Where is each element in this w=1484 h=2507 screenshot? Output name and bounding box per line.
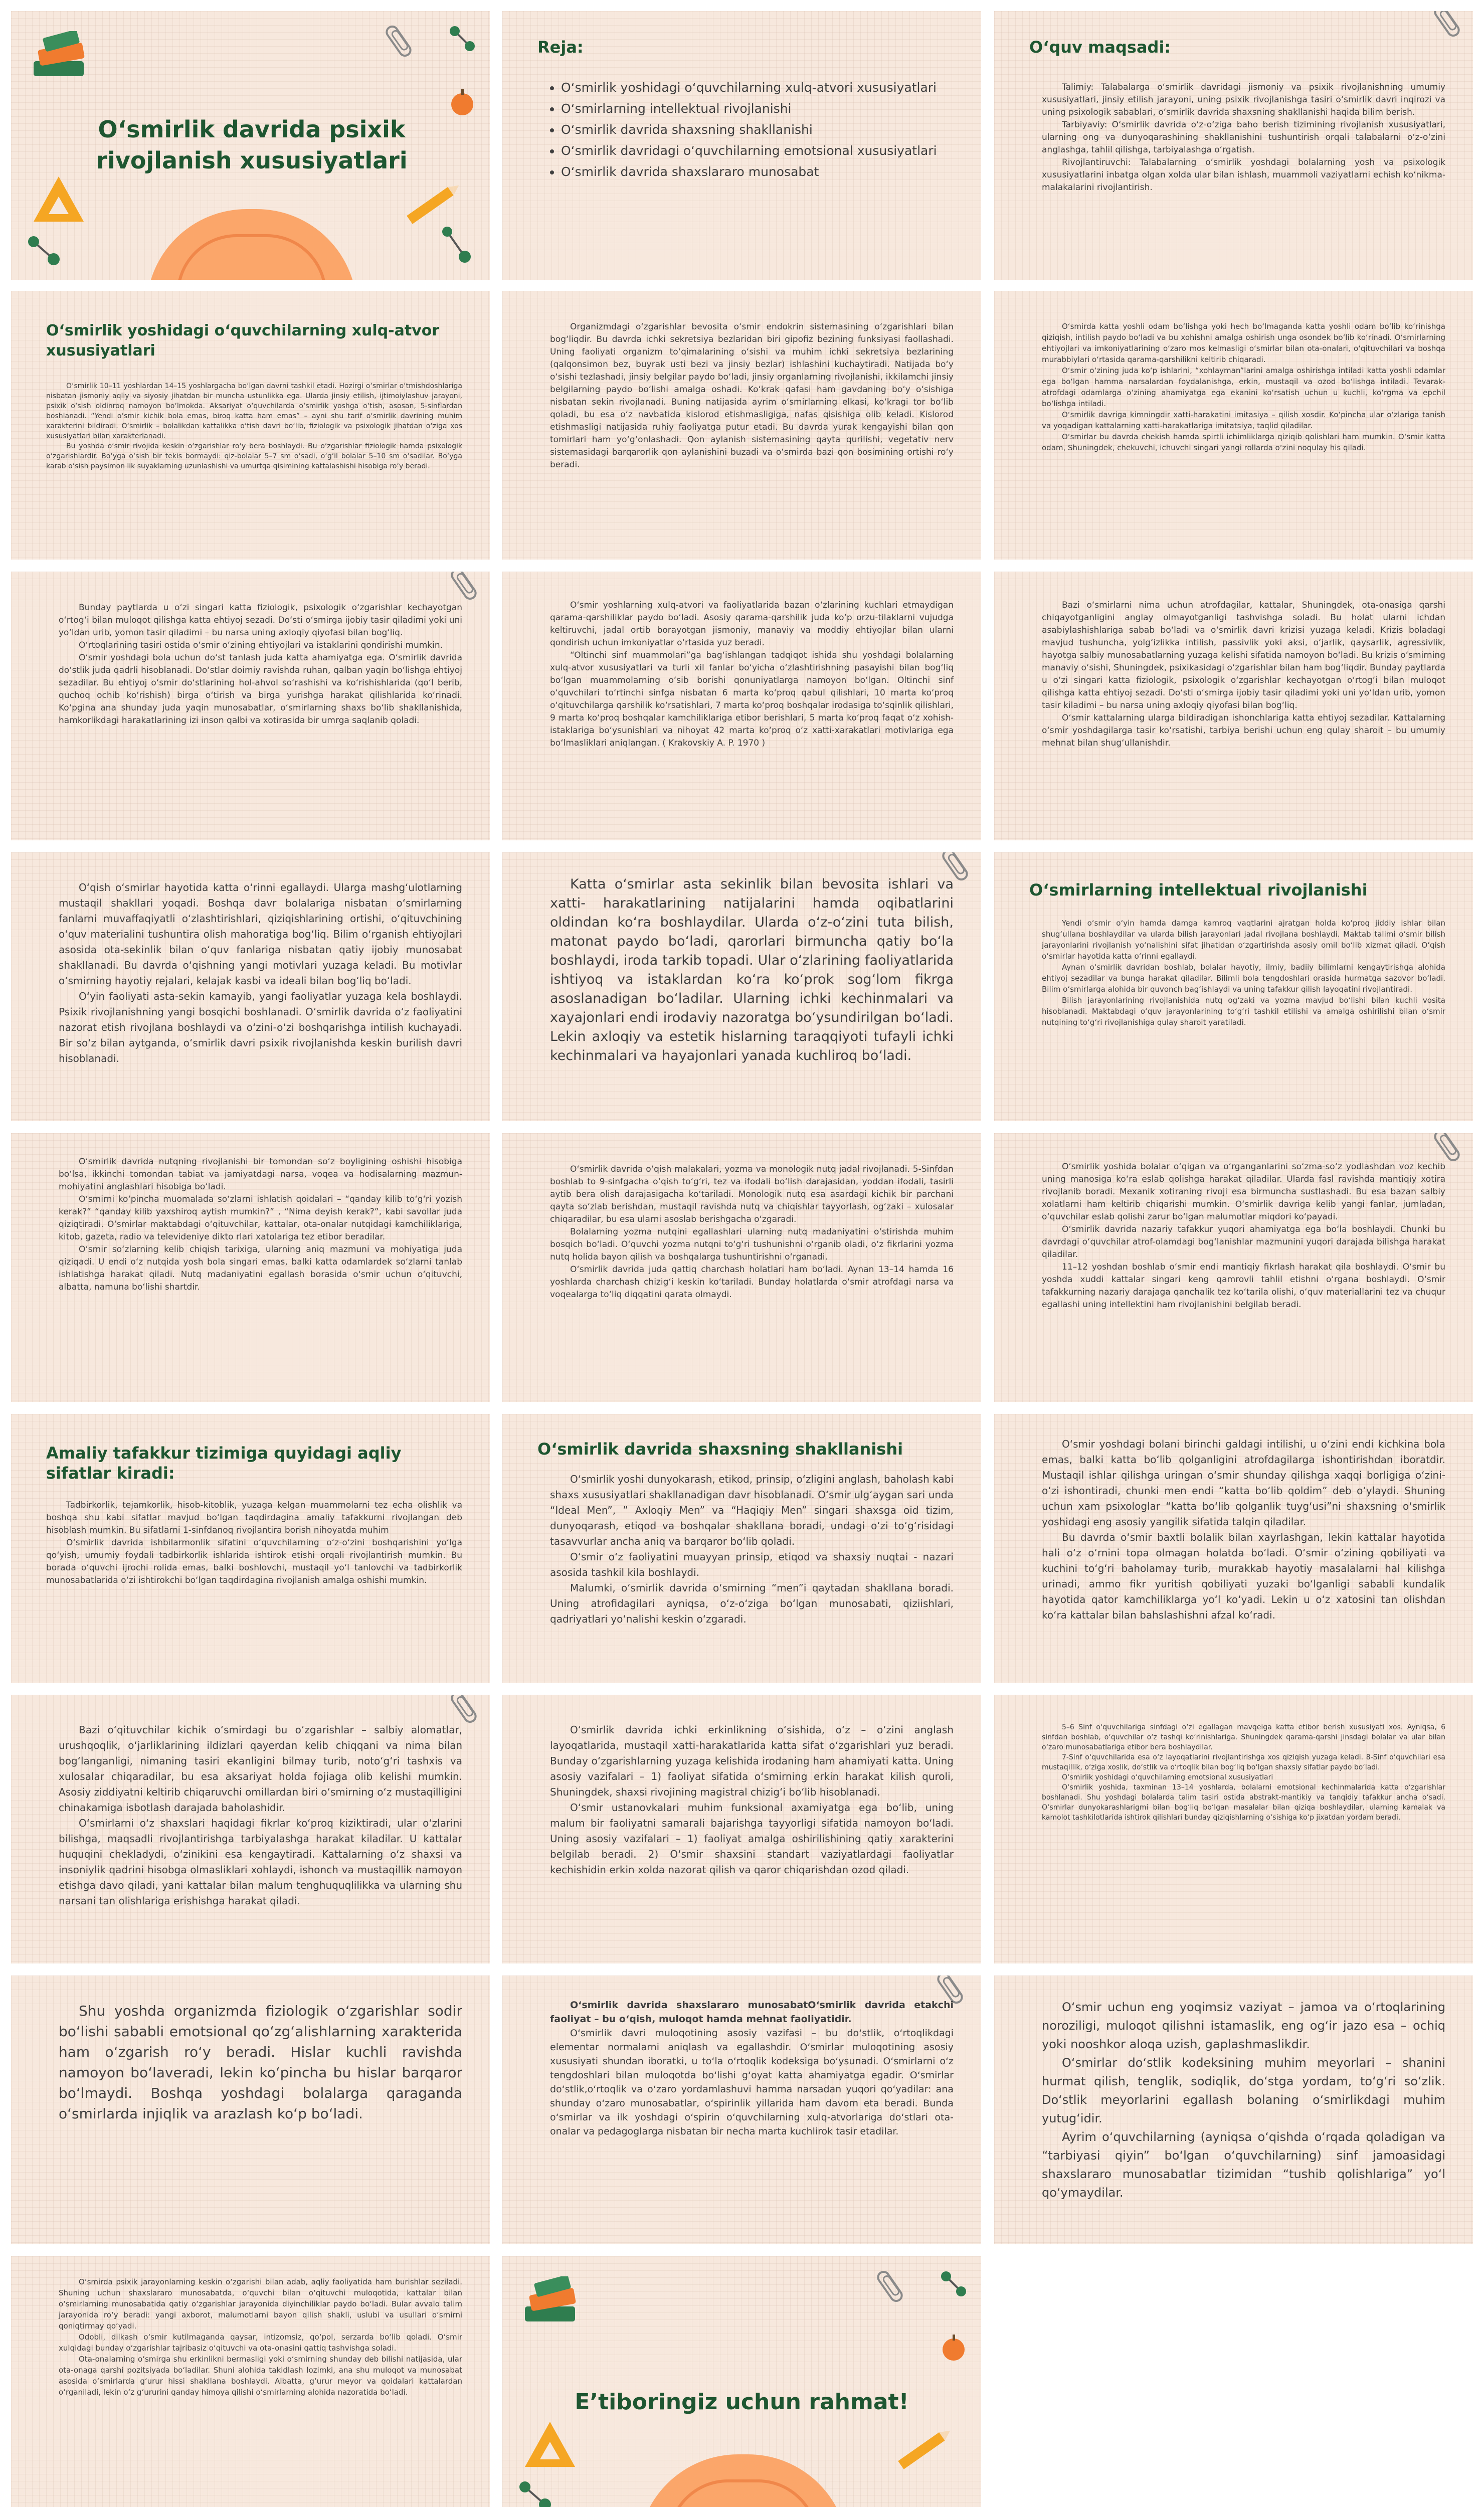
slide-text — [1042, 1161, 1445, 1311]
slide-text — [550, 875, 954, 1065]
paperclip-icon — [1431, 11, 1462, 39]
paragraph: O‘smirlik davriga kimningdir xatti-harakatini imitasiya – qilish xosdir. Ko‘pincha ular o‘zlariga tanish va yoqadigan kattalarning xatti-harakatlariga imitatsiya, taqlid qiladilar. — [1042, 410, 1445, 430]
paragraph: Bazi o‘qituvchilar kichik o‘smirdagi bu o‘zgarishlar – salbiy alomatlar, urushqoqlik, o‘jarliklarining ildizlari qayerdan kelib chiqqani va nima bilan bog‘langanligi, nimaning tasiri ekanligini bilmay turib, noto‘g‘ri tashxis va xulosalar chiqaradilar, bu esa aksariyat holda fojiaga olib kelishi mumkin. Asosiy ziddiyatni keltirib chiqaruvchi omillardan biri o‘smirning o‘z mustaqilligini chinakamiga isbotlash darajada baholashidir. — [59, 1724, 462, 1814]
paragraph: Bolalarning yozma nutqini egallashlari ularning nutq madaniyatini o‘stirishda muhim bosqich bo‘ladi. O‘quvchi yozma nutqni to‘g‘ri tushunishni o‘rganib oladi, o‘z fikrlarini yozma nutq holida bayon qilish va boshqalarga tushuntirishni o‘rganadi. — [550, 1227, 954, 1262]
slide-text — [1042, 1437, 1445, 1623]
ruler-triangle-icon — [520, 2417, 580, 2472]
paragraph: O‘smirlik 10–11 yoshlardan 14–15 yoshlargacha bo‘lgan davrni tashkil etadi. Hozirgi o‘smirlar o‘tmishdoshlariga nisbatan jismoniy aqliy va siyosiy jihatdan bir muncha ustunlikka ega. Ularda jinsiy etilish, ijtimoiylashuv jarayoni, psixik o‘sish oldinroq namoyon bo‘lmokda. Aksariyat o‘quvchilarda o‘smirlik yoshga o‘tish, asosan, 5-sinflardan boshlanadi. “Yendi o‘smir kichik bola emas, biroq katta ham emas” – ayni shu tarif o‘smirlik davrining muhim xarakterini bildiradi. O‘smirlik – bolalikdan kattalikka o‘tish davri bo‘lib, fiziologik va psixologik jihatdan o‘ziga xos xususiyatlari bilan xarakterlanadi. — [46, 382, 462, 440]
slide-text — [59, 880, 462, 1066]
objectives-heading: O‘quv maqsadi: — [1029, 38, 1171, 57]
paragraph: O‘smir yoshdagi bolani birinchi galdagi intilishi, u o‘zini endi kichkina bola emas, balki katta bo‘lib qolganligini atrofdagilarga ishontirishdan iboratdir. Mustaqil ishlar qilishga uringan o‘smir shunday qilishga xaqqi borligiga o‘zini-o‘zi ishontiradi, chunki men endi “katta bo‘lib qoldim” deb o‘ylaydi. Shuning uchun xam psixologlar “katta bo‘lib qolganlik tuyg‘usi”ni shaxsning o‘smirlik yoshidagi eng asosiy yangilik sifatida talqin qiladilar. — [1042, 1438, 1445, 1528]
plan-item: • O‘smirlik yoshidagi o‘quvchilarning xulq-atvori xususiyatlari — [561, 77, 937, 98]
paragraph: O‘smir kattalarning ularga bildiradigan ishonchlariga katta ehtiyoj sezadilar. Kattalarning o‘smir yoshdagilarga tasir ko‘rsatishi, tarbiya berishi uchun eng qulay sharoit – bu umumiy mehnat bilan shug‘ullanishdir. — [1042, 713, 1445, 748]
paragraph: O‘smirlik yoshida, taxminan 13–14 yoshlarda, bolalarni emotsional kechinmalarida katta o‘zgarishlar boshlanadi. Shu yoshdagi bolalarda talim tasiri ostida abstrakt-mantikiy va tanqidiy tafakkur ancha o‘sadi. O‘smirlar dunyokarashlarigmi bilan bog‘liq bo‘lgan masalalar bilan qiziqa boshlaydilar, ularning kamalak va kamolot tashkilotlarida ishtirok qilishlari bunday qiziqishlarning o‘sishiga ko‘p jixatdan yordam beradi. — [1042, 1783, 1445, 1822]
paragraph: O‘smirlik davrida o‘qish malakalari, yozma va monologik nutq jadal rivojlanadi. 5-Sinfdan boshlab to 9-sinfgacha o‘qish to‘g‘ri, tez va ifodali bo‘lish darajasidan, yoddan ifodali, tasirli aytib bera olish darajasigacha ko‘tariladi. Monologik nutq esa asardagi kichik bir parchani qayta so‘zlab berishdan, mustaqil ravishda nutq va chiqishlar tayyorlash, og‘zaki – xulosalar chiqaradilar, bu esa ularni asoslab berishgacha o‘zgaradi. — [550, 1164, 954, 1224]
slide-personality[interactable] — [502, 1414, 981, 1683]
slide-practical-thinking[interactable] — [11, 1414, 490, 1683]
plan-item: • O‘smirlik davridagi o‘quvchilarning emotsional xususiyatlari — [561, 140, 937, 161]
slide-will[interactable] — [502, 1695, 981, 1963]
slide-adulthood[interactable] — [994, 291, 1473, 560]
slide-heading: Amaliy tafakkur tizimiga quyidagi aqliy sifatlar kiradi: — [46, 1444, 402, 1483]
presentation-title: O‘smirlik davrida psixik rivojlanish xususiyatlari — [96, 116, 408, 174]
paragraph: O‘smirlik davrida ichki erkinlikning o‘sishida, o‘z – o‘zini anglash layoqatlarida, mustaqil xatti-harakatlarida katta sifat o‘zgarishlari yuz beradi. Bunday o‘zgarishlarning yuzaga kelishida irodaning ham ahamiyati katta. Uning asosiy vazifalari – 1) faoliyat sifatida o‘smirning erkin harakat kilish quroli, Shuningdek, shaxsi rivojining magistral chizig‘i bo‘lib hisoblanadi. — [550, 1724, 954, 1798]
slide-heading: O‘smirlik yoshidagi o‘quvchilarning xulq-atvor xususiyatlari — [46, 322, 440, 360]
slide-heading: O‘smirlarning intellektual rivojlanishi — [1029, 880, 1368, 900]
slide-intellect[interactable] — [994, 852, 1473, 1121]
slide-text — [59, 2001, 462, 2124]
paragraph: Aynan o‘smirlik davridan boshlab, bolalar hayotiy, ilmiy, badiiy bilimlarni kengaytirishga alohida ehtiyoj sezadilar va bunga harakat qiladilar. Bilimli bola tengdoshlari orasida hurmatga sazovor bo‘ladi. Bilim o‘smirlarga alohida bir quvonch bag‘ishlaydi va uning tafakkur qilish layoqatini rivojlantiradi. — [1042, 963, 1445, 994]
books-icon — [31, 31, 89, 84]
paragraph: O‘smirlar bu davrda chekish hamda spirtli ichimliklarga qiziqib qolishlari ham mumkin. O‘smir katta odam, Shuningdek, chekuvchi, ichuvchi singari yangi rollarda o‘zini noqulay his qiladi. — [1042, 432, 1445, 452]
paperclip-icon — [448, 1695, 479, 1725]
slide-text — [59, 1156, 462, 1294]
slide-teachers[interactable] — [11, 1695, 490, 1963]
paragraph: Malumki, o‘smirlik davrida o‘smirning “men”i qaytadan shakllana boradi. Uning atrofidagilari ayniqsa, o‘z-o‘ziga bo‘lgan munosabati, qiziishlari, qadriyatlari yo‘nalishi keskin o‘zgaradi. — [550, 1582, 954, 1625]
slide-text — [550, 1722, 954, 1878]
apple-icon — [939, 2332, 969, 2362]
paragraph: O‘smirlik yoshi dunyokarash, etikod, prinsip, o‘zligini anglash, baholash kabi shaxs xususiyatlari shakllanadigan davr hisoblanadi. O‘smir ulg‘aygan sari unda “Ideal Men”, ” Axloqiy Men” va “Haqiqiy Men” singari shaxsga oid tizim, dunyoqarash, etiqod va boshqalar shakllana boradi, undagi o‘zi to‘g‘risidagi tasavvurlar ancha aniq va barqaror bo‘lib qoladi. — [550, 1473, 954, 1547]
slide-memory[interactable] — [994, 1133, 1473, 1402]
slide-thanks[interactable] — [502, 2256, 981, 2507]
paragraph: Shu yoshda organizmda fiziologik o‘zgarishlar sodir bo‘lishi sababli emotsional qo‘zg‘alishlarning xarakterida ham o‘zgarish ro‘y beradi. Hislar kuchli ravishda namoyon bo‘laveradi, lekin ko‘pincha bu hislar barqaror bo‘lmaydi. Boshqa yoshdagi bolalarga qaraganda o‘smirlarda injiqlik va arazlash ko‘p bo‘ladi. — [59, 2003, 462, 2122]
brain-illustration — [146, 209, 357, 280]
slide-text — [1042, 918, 1445, 1028]
slide-text — [550, 321, 954, 471]
paragraph: 7-Sinf o‘quvchilarida esa o‘z layoqatlarini rivojlantirishga xos qiziqish yuzaga keladi. 8-Sinf o‘quvchilari esa mustaqillik, o‘ziga xoslik, do‘stlik va o‘rtoqlik bilan bog‘liq bo‘lgan shaxsiy sifatlar paydo bo‘ladi. — [1042, 1753, 1445, 1771]
slide-interpersonal[interactable] — [502, 1976, 981, 2244]
slide-lead: O‘smirlik davrida shaxslararo munosabatO‘smirlik davrida etakchi faoliyat – bu o‘qish, muloqot hamda mehnat faoliyatidir. — [550, 2000, 954, 2025]
slide-text — [46, 1499, 462, 1587]
slide-text — [46, 381, 462, 471]
paragraph: Bilish jarayonlarining rivojlanishida nutq og‘zaki va yozma mavjud bo‘lishi bilan kuchli vosita hisoblanadi. Maktabdagi o‘quv jarayonlarining to‘g‘ri tashkil etilishi va amalga oshirilishi bilan o‘smir nutqining to‘g‘ri rivojlanishiga qulay sharoit yaratiladi. — [1042, 996, 1445, 1027]
pencil-icon — [888, 2422, 959, 2477]
plan-item: • O‘smirlarning intellektual rivojlanishi — [561, 98, 937, 119]
paragraph: Odobli, dilkash o‘smir kutilmaganda qaysar, intizomsiz, qo‘pol, serzarda bo‘lib qoladi. O‘smir xulqidagi bunday o‘zgarishlar tajribasiz o‘qituvchi va ota-onasini qattiq tashvishga soladi. — [59, 2333, 462, 2353]
paragraph: O‘yin faoliyati asta-sekin kamayib, yangi faoliyatlar yuzaga kela boshlaydi. Psixik rivojlanishning yangi bosqichi boshlanadi. O‘smirlik davrida o‘z faoliyatini nazorat etish rivojlana boshlaydi va o‘zini-o‘zi boshqarishga intilish kuchayadi. Bir so‘z bilan aytganda, o‘smirlik davri psixik rivojlanishda keskin burilish davri hisoblanadi. — [59, 990, 462, 1064]
paragraph: O‘smirlik davrida nazariy tafakkur yuqori ahamiyatga ega bo‘la boshlaydi. Chunki bu davrdagi o‘quvchilar atrof-olamdagi bog‘lanishlar mazmunini yuqori darajada bilishga harakat qiladilar. — [1042, 1224, 1445, 1260]
paragraph: Tadbirkorlik, tejamkorlik, hisob-kitoblik, yuzaga kelgan muammolarni tez echa olishlik va boshqa shu kabi sifatlar mavjud bo‘lgan taqdirdagina amaliy tafakkurni rivojlangan deb hisoblash mumkin. Bu sifatlarni 1-sinfdanoq rivojlantira borish nihoyatda muhim — [46, 1500, 462, 1535]
slide-text — [550, 1163, 954, 1301]
plan-list — [550, 77, 937, 183]
slide-emotions[interactable] — [994, 1695, 1473, 1963]
plan-item: • O‘smirlik davrida shaxslararo munosabat — [561, 161, 937, 183]
slide-text — [550, 1472, 954, 1627]
paragraph: Organizmdagi o‘zgarishlar bevosita o‘smir endokrin sistemasining o‘zgarishlari bilan bog‘liqdir. Bu davrda ichki sekretsiya bezlaridan biri gipofiz bezining funksiyasi faollashadi. Uning faoliyati organizm to‘qimalarining o‘sishi va muhim ichki sekretsiya bezlarining (qalqonsimon bez, buyrak usti bezi va jinsiy bezlar) ishlashini kuchaytiradi. Natijada bo‘y o‘sishi tezlashadi, jinsiy belgilar paydo bo‘ladi, jinsiy organlarning rivojlanishi, ikkilamchi jinsiy belgilarning paydo bo‘lishi amalga oshadi. Ko‘krak qafasi ham gavdaning bo‘y o‘sishiga nisbatan sekin rivojlanadi. Buning natijasida ayrim o‘smirlarning elkasi, ko‘kragi tor bo‘lib qoladi, bu esa o‘z navbatida kislorod etishmasligiga, nafas qisishiga olib keladi. Kislorod etishmasligi natijasida ruhiy faoliyatga putur etadi. Bu davrda yurak kengayishi bilan qon tomirlari ham yo‘g‘onlashadi. Qon aylanish sistemasining qayta qurilishi, vegetativ nerv sistemasidagi barqarorlik qon aylanishini buzadi va o‘smirda bazi qon bosimining ortishi ro‘y beradi. — [550, 322, 954, 470]
molecule-icon — [24, 232, 69, 272]
slide-older-teens[interactable] — [502, 852, 981, 1121]
slide-reading[interactable] — [502, 1133, 981, 1402]
slide-friendship[interactable] — [11, 572, 490, 840]
empty-cell — [994, 2256, 1473, 2507]
molecule-icon — [445, 21, 480, 56]
brain-illustration — [638, 2454, 848, 2507]
paperclip-icon — [874, 2268, 905, 2304]
slide-grown-up-feeling[interactable] — [994, 1414, 1473, 1683]
apple-icon — [447, 86, 477, 116]
slide-text — [1042, 1998, 1445, 2202]
molecule-icon — [515, 2477, 560, 2507]
slide-text — [1042, 321, 1445, 453]
slide-endocrine[interactable] — [502, 291, 981, 560]
slide-friendship-code[interactable] — [994, 1976, 1473, 2244]
slide-behavior[interactable] — [11, 291, 490, 560]
paragraph: O‘smir so‘zlarning kelib chiqish tarixiga, ularning aniq mazmuni va mohiyatiga juda qiziqadi. U endi o‘z nutqida yosh bola singari emas, balki katta odamlardek so‘zlarni tanlab ishlatishga harakat qiladi. Nutq madaniyatini egallash borasida o‘smir uchun o‘qituvchi, albatta, namuna bo‘lishi shartdir. — [59, 1244, 462, 1292]
slide-text — [59, 602, 462, 727]
slide-plan[interactable] — [502, 11, 981, 280]
paragraph: O‘smirlik yoshida bolalar o‘qigan va o‘rganganlarini so‘zma-so‘z yodlashdan voz kechib uning manosiga ko‘ra eslab qolishga harakat qiladilar. Ularda fasl ravishda mantiqiy xotira rivojlanib boradi. Mexanik xotiraning rivoji esa birmuncha sustlashadi. Bu esa bazan salbiy xolatlarni ham keltirib chiqarishi mumkin. O‘smirlik davriga kelib yangi fanlar, jumladan, o‘quvchilar eslab qolishi zarur bo‘lgan malumotlar miqdori ko‘payadi. — [1042, 1162, 1445, 1222]
paragraph: Ota-onalarning o‘smirga shu erkinlikni bermasligi yoki o‘smirning shunday deb bilishi natijasida, ular ota-onaga qarshi pozitsiyada bo‘ladilar. Shuni alohida takidlash lozimki, ana shu muloqot va munosabat asosida o‘smirlarda g‘urur hissi shakllana boshlaydi. Albatta, g‘urur meyor va qoidalari kattalardan o‘rganiladi, lekin o‘z g‘ururini qanday himoya qilishi o‘smirlarning alohida nazoratida bo‘ladi. — [59, 2355, 462, 2397]
paragraph: Ayrim o‘quvchilarning (ayniqsa o‘qishda o‘rqada qoladigan va “tarbiyasi qiyin” bo‘lgan o‘quvchilarning) sinf jamoasidagi shaxslararo munosabatlar tizimidan “tushib qolishlariga” yo‘l qo‘ymaydilar. — [1042, 2130, 1445, 2200]
thanks-title: E’tiboringiz uchun rahmat! — [575, 2389, 909, 2415]
slide-study[interactable] — [11, 852, 490, 1121]
slide-text — [59, 2276, 462, 2398]
slide-text — [550, 599, 954, 750]
objectives-text — [1042, 81, 1445, 194]
slide-objectives[interactable] — [994, 11, 1473, 280]
plan-heading: Reja: — [537, 38, 584, 57]
slide-text — [1042, 599, 1445, 750]
paragraph: O‘smirda katta yoshli odam bo‘lishga yoki hech bo‘lmaganda katta yoshli odam bo‘lib ko‘rinishga qiziqish, intilish paydo bo‘ladi va bu xohishni amalga oshirish unga osondek bo‘lib ko‘rinadi. O‘smirlarning ehtiyojlari va imkoniyatlarining o‘zaro mos kelmasligi o‘smirlar bilan ota-onalari, o‘qituvchilari va boshqa murabbiylari o‘rtasida qarama-qarshilikni keltirib chiqaradi. — [1042, 322, 1445, 364]
paragraph: Rivojlantiruvchi: Talabalarning o‘smirlik yoshdagi bolalarning yosh va psixologik xususiyatlarini inbatga olgan xolda ular bilan ishlash, muammoli vaziyatlarni echish ko‘nikma-malakalarini rivojlantirish. — [1042, 157, 1445, 193]
paragraph: “Oltinchi sinf muammolari”ga bag‘ishlangan tadqiqot ishida shu yoshdagi bolalarning xulq-atvor xususiyatlari va turli xil fanlar bo‘yicha o‘zlashtirishning pasayishi bilan bog‘liq bo‘lgan muammolarning o‘sib borishi qonuniyatlarga namoyon bo‘lgan. Oltinchi sinf o‘quvchilari to‘rtinchi sinfga nisbatan 6 marta ko‘proq qabul qilishlari, 10 marta ko‘proq o‘qituvchilarga qarshilik ko‘rsatishlari, 7 marta ko‘proq boshqalar irodasiga to‘sqinlik qilishlari, 9 marta ko‘proq boshqalar kamchiliklariga etibor berishlari, 5 marta ko‘proq faqat o‘z xohish-istaklariga bo‘ysunishlari va nihoyat 42 marta ko‘proq o‘z xatti-xarakatlari motivlariga ega bo‘lmasliklari aniqlangan. ( Krakovskiy A. P. 1970 ) — [550, 650, 954, 748]
slide-text — [59, 1722, 462, 1909]
plan-item: • O‘smirlik davrida shaxsning shakllanishi — [561, 119, 937, 140]
paragraph: Yendi o‘smir o‘yin hamda damga kamroq vaqtlarini ajratgan holda ko‘proq jiddiy ishlar bilan shug‘ullana boshlaydilar va ularda bilish jarayonlari jadal rivojlana boshlaydi. Maktab talimi o‘smir bilish jarayonlarini rivojlanish yo‘nalishini sifat jihatidan o‘zgartirishda asosiy omil bo‘lib xizmat qiladi. O‘qish o‘smirlar hayotida katta o‘rinni egallaydi. — [1042, 919, 1445, 961]
paragraph: O‘smir o‘zining juda ko‘p ishlarini, “xohlayman”larini amalga oshirishga intiladi katta yoshli odamlar ega bo‘lgan hamma narsalardan foydalanishga, erkin, mustaqil va ozod bo‘lishga intiladi. Tevarak-atrofdagi odamlarga o‘zining ahamiyatga ega ekanini ko‘rsatish uchun u kuchli, ko‘rgma va epchil bo‘lishga intiladi. — [1042, 366, 1445, 408]
slide-speech[interactable] — [11, 1133, 490, 1402]
molecule-icon — [936, 2266, 971, 2301]
paperclip-icon — [1431, 1133, 1462, 1164]
paragraph: O‘rtoqlarining tasiri ostida o‘smir o‘zining ehtiyojlari va istaklarini qondirishi mumkin. — [79, 640, 443, 650]
paragraph: O‘smirlarni o‘z shaxslari haqidagi fikrlar ko‘proq kiziktiradi, ular o‘zlarini bilishga, maqsadli rivojlantirishga tarbiyalashga harakat kiladilar. U kattalar huquqini chekladydi, o‘zinikini esa kengaytiradi. Kattalarning o‘z shaxsi va insoniylik qadrini hisobga olmasliklari xohlaydi, ishonch va mustaqillik namoyon etishga davo qiladi, yani kattalar bilan malum tenghuquqlilikka va ularning shu narsani tan olishlariga erishishga harakat qiladi. — [59, 1817, 462, 1907]
paragraph: Talimiy: Talabalarga o‘smirlik davridagi jismoniy va psixik rivojlanishning umumiy xususiyatlari, jinsiy etilish jarayoni, uning psixik rivojlanishga tasiri o‘smirlik davri inqirozi va uning psixologik sabablari, o‘smirlik davrida shaxsning shakllanishi haqida bilim berish. — [1042, 82, 1445, 117]
paragraph: O‘smirlik davri muloqotining asosiy vazifasi – bu do‘stlik, o‘rtoqlikdagi elementar normalarni aniqlash va egallashdir. O‘smirlar muloqotining asosiy xususiyati shundan iboratki, u to‘la o‘rtoqlik kodeksiga bo‘ysunadi. O‘smirlarni o‘z tengdoshlari bilan muloqotda bo‘lishi g‘oyat katta ahamiyatga egadir. O‘smirlar do‘stlik,o‘rtoqlik va o‘zaro yordamlashuvi hamma narsadan yuqori qo‘yadilar: ana shunday o‘zaro munosabatlar, o‘spirinlik yillarida ham davom eta beradi. Bunda o‘smirlar va ilk yoshdagi o‘spirin o‘quvchilarning xulq-atvorlariga do‘stlari ota-onalar va pedagoglarga nisbatan bir necha marta kuchlirok tasir etadilar. — [550, 2028, 954, 2137]
paperclip-icon — [448, 572, 479, 602]
slide-crisis[interactable] — [994, 572, 1473, 840]
paragraph: Tarbiyaviy: O‘smirlik davrida o‘z-o‘ziga baho berish tizimining rivojlanish xususiyatlari, ularning ong va dunyoqarashining shakllanishini tushuntirish orqali talabalarni o‘z-o‘zini anglashga, tahlil qilishga, tarbiyalashga o‘rgatish. — [1042, 120, 1445, 155]
paragraph: O‘smir yoshdagi bola uchun do‘st tanlash juda katta ahamiyatga ega. O‘smirlik davrida do‘stlik juda qadrli hisoblanadi. Do‘stlar doimiy ravishda ruhan, qalban yaqin bo‘lishga ehtiyoj sezadilar. Bu ehtiyoj o‘smir do‘stlarining hol-ahvol so‘rashishi va ko‘rishishlarida (qo‘l berib, quchoq ochib ko‘rishish) birga o‘tirish va birga yurishga harakat qilishlarida ko‘rinadi. Ko‘pgina ana shunday juda yaqin munosabatlar, o‘smirlarning shaxs bo‘lib shakllanishida, hamkorlikdagi harakatlarining izi inson qalbi va xotirasida bir umrga saqlanib qoladi. — [59, 653, 462, 726]
paragraph: O‘smir uchun eng yoqimsiz vaziyat – jamoa va o‘rtoqlarining noroziligi, muloqot qilishni istamaslik, eng og‘ir jazo esa – ochiq yoki nooshkor aloqa uzish, gaplashmaslikdir. — [1042, 2000, 1445, 2051]
slide-text — [1042, 1722, 1445, 1823]
paragraph: O‘smirlar do‘stlik kodeksining muhim meyorlari – shanini hurmat qilish, tenglik, sodiqlik, do‘stga yordam, to‘g‘ri so‘zlik. Do‘stlik meyorlarini egallash bolaning o‘smirlikdagi muhim yutug‘idir. — [1042, 2056, 1445, 2125]
paragraph: O‘qish o‘smirlar hayotida katta o‘rinni egallaydi. Ularga mashg‘ulotlarning mustaqil shakllari yoqadi. Boshqa davr bolalariga nisbatan o‘smirlarning fanlarni muvaffaqiyatli o‘zlashtirishlari, qiziqishlarining ortishi, o‘qituvchining o‘quv materialini tushuntira olish mahoratiga bog‘liq. Bilim o‘rganish ehtiyojlari asosida ota-sekinlik bilan o‘quv fanlariga nisbatan qatiy ijobiy munosabat shakllanadi. Bu davrda o‘qishning yangi motivlari yuzaga keladi. Bu motivlar o‘smirning hayotiy rejalari, kelajak kasbi va ideali bilan bog‘liq bo‘ladi. — [59, 881, 462, 987]
paragraph: O‘smirlik davrida juda qattiq charchash holatlari ham bo‘ladi. Aynan 13–14 hamda 16 yoshlarda charchash chizig‘i keskin ko‘tariladi. Bunday holatlarda o‘smir atrofdagi narsa va voqealarga to‘liq diqqatini qarata olmaydi. — [550, 1265, 954, 1300]
paragraph: Bu davrda o‘smir baxtli bolalik bilan xayrlashgan, lekin kattalar hayotida hali o‘z o‘rnini topa olmagan holatda bo‘ladi. O‘smir o‘zining qobiliyati va kuchini to‘g‘ri baholamay turib, murakkab hayotiy masalalarni hal kilishga urinadi, ammo fikr yuritish qobiliyati yuzaki bo‘lganligi sababli kundalik hayotida qator kamchiliklarga yo‘l ko‘yadi. Lekin u o‘z xatosini tan olishdan ko‘ra kattalar bilan bahslashishni afzal ko‘radi. — [1042, 1531, 1445, 1621]
paragraph: O‘smirni ko‘pincha muomalada so‘zlarni ishlatish qoidalari – “qanday kilib to‘g‘ri yozish kerak?” “qanday kilib yaxshiroq aytish mumkin?” , “Nima deyish kerak?”, kabi savollar juda qiziqtiradi. O‘smirlar maktabdagi o‘qituvchilar, kattalar, ota-onalar nutqidagi kamchiliklariga, kitob, gazeta, radio va televideniye dikto rlari xatolariga tez etibor beradilar. — [59, 1194, 462, 1242]
paperclip-icon — [383, 23, 414, 59]
slide-contradictions[interactable] — [502, 572, 981, 840]
paragraph: Bazi o‘smirlarni nima uchun atrofdagilar, kattalar, Shuningdek, ota-onasiga qarshi chiqayotganligini anglay olmayotganligi tashvishga soladi. Bu holat ularni ichdan asabiylashishlariga sabab bo‘ladi va o‘smirlik davri krizisi yuzaga keladi. Krizis boladagi mavjud tushuncha, yolg‘izlikka intilish, passivlik yoki aksi, o‘jarlik, qaysarlik, agressivlik, hayotga salbiy munosabatlarning yuzaga kelishi sifatida namoyon bo‘ladi. Bu krizis o‘smirning manaviy o‘sishi, Shuningdek, psixikasidagi o‘zgarishlar bilan ham bog‘liqdir. Bunday paytlarda u o‘zi singari katta fiziologik, psixologik o‘zgarishlar kechayotgan o‘rtog‘i bilan muloqot qilishga katta ehtiyoj sezadi. Do‘sti o‘smirga ijobiy tasir qiladimi yoki uni yo‘ldan urib, yomon tasir kiladimi – bu narsa uning axloqiy qiyofasi bilan bog‘liq. — [1042, 600, 1445, 710]
paragraph: 11–12 yoshdan boshlab o‘smir endi mantiqiy fikrlash harakat qila boshlaydi. O‘smir bu yoshda xuddi kattalar singari keng qamrovli tahlil etishni o‘rgana boshlaydi. O‘smir tafakkurning nazariy darajaga qanchalik tez ko‘tarila olishi, o‘quv materiallarini tez va chuqur egallashi uning intellektini ham rivojlanishini belgilab beradi. — [1042, 1262, 1445, 1310]
slide-emotional-changes[interactable] — [11, 1976, 490, 2244]
books-icon — [522, 2276, 580, 2329]
paragraph: 5–6 Sinf o‘quvchilariga sinfdagi o‘zi egallagan mavqeiga katta etibor berish xususiyati xos. Ayniqsa, 6 sinfdan boshlab, o‘quvchilar o‘z tashqi ko‘rinishlariga. Shuningdek qarama-qarshi jinsdagi bolalar va ular bilan o‘zaro munosabatlariga etibor bera boshlaydilar. — [1042, 1723, 1445, 1751]
paragraph: O‘smir yoshlarning xulq-atvori va faoliyatlarida bazan o‘zlarining kuchlari etmaydigan qarama-qarshiliklar paydo bo‘ladi. Asosiy qarama-qarshilik juda ko‘p orzu-tilaklarni vujudga keltiruvchi, jadal ortib borayotgan jismoniy, manaviy va moddiy ehtiyojlar bilan ularni qondirish uchun imkoniyatlar o‘rtasida yuz beradi. — [550, 600, 954, 648]
molecule-icon — [437, 222, 482, 272]
paragraph: Bu yoshda o‘smir rivojida keskin o‘zgarishlar ro‘y bera boshlaydi. Bu o‘zgarishlar fiziologik hamda psixologik o‘zgarishlardir. Bo‘yga o‘sish bir tekis bormaydi: qiz-bolalar 5–7 sm o‘sadi, o‘g‘il bolalar 5–10 sm o‘sadilar. Bo‘yga karab o‘sish paysimon lik suyaklarning uzunlashishi va umurtqa qisimining kattalashishi hisobiga ro‘y beradi. — [46, 442, 462, 470]
paragraph: O‘smirlik yoshidagi o‘quvchilarning emotsional xususiyatlari — [1062, 1773, 1273, 1781]
slide-pride[interactable] — [11, 2256, 490, 2507]
ruler-triangle-icon — [29, 171, 89, 227]
paragraph: O‘smirda psixik jarayonlarning keskin o‘zgarishi bilan adab, aqliy faoliyatida ham burishlar seziladi. Shuning uchun shaxslararo munosabatda, o‘quvchi bilan o‘qituvchi muloqotida, kattalar bilan o‘smirlarning munosabatida qatiy o‘zgarishlar jarayonida diyinchiliklar paydo bo‘ladi. Bular avvalo talim jarayonida ro‘y beradi: yangi axborot, malumotlarni bayon qilish shakli, uslubi va usullari o‘smirni qoniqtirmay qo‘yadi. — [59, 2277, 462, 2331]
paragraph: Bunday paytlarda u o‘zi singari katta fiziologik, psixologik o‘zgarishlar kechayotgan o‘rtog‘i bilan muloqot qilishga katta ehtiyoj sezadi. Do‘sti o‘smirga ijobiy tasir qiladimi yoki uni yo‘ldan urib, yomon tasir qiladimi – bu narsa uning axloqiy qiyofasi bilan bog‘liq. — [59, 603, 462, 638]
slide-text — [550, 1998, 954, 2138]
slide-title[interactable] — [11, 11, 490, 280]
paragraph: O‘smir ustanovkalari muhim funksional axamiyatga ega bo‘lib, uning malum bir faoliyatni samarali bajarishga tayyorligi sifatida namoyon bo‘ladi. Uning asosiy vazifalari – 1) faoliyat amalga oshirilishining qatiy xarakterini belgilab beradi. 2) O‘smir shaxsini standart vaziyatlardagi faoliyatlar kechishidin erkin xolda nazorat qilish va qaror chiqarishdan ozod qiladi. — [550, 1802, 954, 1876]
paragraph: O‘smir o‘z faoliyatini muayyan prinsip, etiqod va shaxsiy nuqtai - nazari asosida tashkil kila boshlaydi. — [550, 1551, 954, 1578]
slide-heading: O‘smirlik davrida shaxsning shakllanishi — [537, 1440, 903, 1459]
paragraph: Katta o‘smirlar asta sekinlik bilan bevosita ishlari va xatti- harakatlarining natijalarini hamda oqibatlarini oldindan ko‘ra boshlaydilar. Ularda o‘z-o‘zini tuta bilish, matonat paydo bo‘ladi, qarorlari birmuncha qatiy bo‘la boshlaydi, iroda tarkib topadi. Ular o‘zlarining faoliyatlarida ishtiyoq va istaklardan ko‘ra ko‘prok sog‘lom fikrga asoslanadigan bo‘ladilar. Ularning ichki kechinmalari va xayajonlari endi irodaviy nazoratga bo‘ysundirilgan bo‘ladi. Lekin axloqiy va estetik hislarning taraqqiyoti tufayli ichki kechinmalari va hayajonlari yanada kuchliroq bo‘ladi. — [550, 876, 954, 1063]
paragraph: O‘smirlik davrida ishbilarmonlik sifatini o‘quvchilarning o‘z-o‘zini boshqarishini yo‘lga qo‘yish, umumiy foydali tadbirkorlik ishlarida ishtirok etishi orqali rivojlantirish mumkin. Bu borada o‘quvchi ijrochi rolida emas, balki boshlovchi, mustaqil yo‘l tanlovchi va tadbirkorlik munosabatlarida o‘zi ishtirokchi bo‘lgan taqdirdagina rivojlanish amalga oshishi mumkin. — [46, 1538, 462, 1585]
paragraph: O‘smirlik davrida nutqning rivojlanishi bir tomondan so‘z boyligining oshishi hisobiga bo‘lsa, ikkinchi tomondan tabiat va jamiyatdagi narsa, voqea va hodisalarning mazmun-mohiyatini anglashlari hisobiga bo‘ladi. — [59, 1157, 462, 1192]
